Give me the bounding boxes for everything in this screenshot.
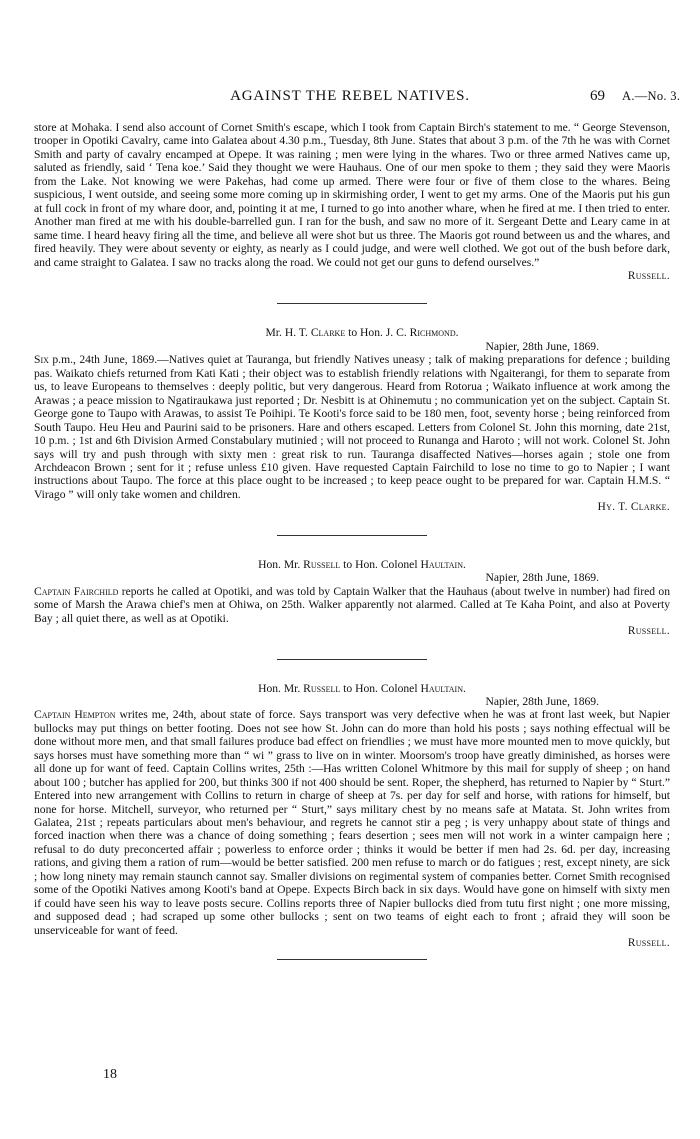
section-divider [277, 535, 427, 536]
letter-body [34, 353, 670, 501]
heading-connector: to Hon. Colonel [340, 681, 421, 695]
letter-text: writes me, 24th, about state of force. Says transport was very defective when he was at front last week, but Napier bullocks may put things on better footing. Does not see how St. John can do more than hold his posts ; says nothing effectual will be done without more men, and that small failures produce bad effect on friendlies ; we must have more mounted men to move quickly, but says horses must have something more than “ wi ” grass to live on in winter. Moorsom's troop have greatly diminished, as horses were all done up for want of feed. Captain Collins writes, 25th :—Has written Colonel Whitmore by this mail for supply of sheep ; on hand about 100 ; butcher has applied for 200, but thinks 300 if not 400 should be sent. Roper, the shepherd, has returned to Napier by “ Sturt.” Entered into new arrangement with Collins to return in charge of sheep at 7s. per day for self and horse, with rations for himself, but none for horse. Mitchell, surveyor, who returned per “ Sturt,” says military chest by no means safe at Matata. St. John writes from Galatea, 21st ; repeats particulars about men's behaviour, and regrets he cannot stir a peg ; is very unhappy about state of things and forced inaction when there was a chance of doing something ; fears desertion ; sees men will not work in a winter campaign here ; refusal to do duty preconcerted affair ; powerless to enforce order ; thinks it would be better if men had 2s. 6d. per day, increasing rations, and giving them a ration of rum—would be better satisfied. 200 men refuse to march or do fatigues ; rest, except ninety, are sick ; how long ninety may remain staunch cannot say. Smaller divisions on regimental system of companies better. Cornet Smith recognised some of the Opotiki Natives among Kooti's band at Opepe. Expects Birch back in six days. Would have gone on himself with sixty men if could have seen his way to leave posts secure. Collins reports three of Napier bullocks died from tutu first night ; one more missing, and supposed dead ; had scraped up some other bullocks ; sent on two teams of eight each to front ; afraid they will soon be unserviceable for want of feed. [34, 708, 670, 937]
letter-heading [54, 682, 670, 695]
heading-sender: Russell [303, 557, 341, 571]
letter-1 [34, 326, 670, 514]
heading-recipient: Haultain. [420, 681, 466, 695]
letter-signature: Russell. [627, 937, 670, 950]
heading-recipient: Richmond. [409, 326, 459, 340]
letter-signature: Russell. [627, 625, 670, 638]
letter-lead: Six [34, 353, 49, 367]
document-reference: A.—No. 3. [622, 89, 681, 103]
letter-lead: Captain Fairchild [34, 584, 119, 598]
heading-prefix: Hon. Mr. [258, 557, 304, 571]
letter-dateline: Napier, 28th June, 1869. [485, 339, 599, 353]
intro-paragraph: store at Mohaka. I send also account of Cornet Smith's escape, which I took from Captain Birch's statement to me. “ George Stevenson, trooper in Opotiki Cavalry, came into Galatea about 4.30 p.m., Tuesday, 8th June. States that about 3 p.m. of the 7th he was with Cornet Smith and party of cavalry encamped at Opepe. It was raining ; men were lying in the whares. Two or three armed Natives came up, saluted as friendly, said ‘ Tena koe.’ Said they thought we were Hauhaus. One of our men spoke to them ; they said they were Maoris from the Lake. Not knowing we were Pakehas, had come up armed. There were four or five of them close to the whares. Being suspicious, I went outside, and seeing some more coming up in skirmishing order, I went to get my arms. One of the Maoris put his gun at full cock in front of my whare door, and, pointing it at me, I turned to go into another whare, when he fired at me. I then tried to enter. Another man fired at me with his double-barrelled gun. I ran for the bush, and saw no more of it. Sergeant Dette and Leary came in at same time. I heard heavy firing all the time, and believe all were shot but us three. The Maoris got round between us and the whares, and fired heavily. They were about seventy or eighty, as nearly as I could judge, and were well clothed. We got out of the bush before dark, and came straight to Galatea. I saw no tracks along the road. We could not get our guns to defend ourselves.” [34, 121, 670, 269]
letter-lead: Captain Hempton [34, 708, 116, 722]
letter-body [34, 708, 670, 937]
letter-signature: Hy. T. Clarke. [597, 501, 670, 514]
heading-recipient: Haultain. [420, 557, 466, 571]
heading-prefix: Mr. H. T. [265, 326, 311, 340]
heading-sender: Russell [303, 681, 341, 695]
page-title: AGAINST THE REBEL NATIVES. [230, 88, 470, 104]
intro-signature: Russell. [627, 269, 670, 282]
section-divider [277, 659, 427, 660]
letter-dateline: Napier, 28th June, 1869. [485, 571, 599, 585]
section-divider [277, 959, 427, 960]
letter-3 [34, 682, 670, 951]
section-divider [277, 303, 427, 304]
letter-2 [34, 558, 670, 639]
letter-dateline: Napier, 28th June, 1869. [485, 694, 599, 708]
letter-heading [54, 558, 670, 571]
running-header [0, 88, 700, 108]
page-number: 69 [590, 88, 605, 104]
letter-heading [54, 326, 670, 339]
heading-connector: to Hon. Colonel [340, 557, 421, 571]
document-body [34, 121, 670, 982]
heading-prefix: Hon. Mr. [258, 681, 304, 695]
heading-sender: Clarke [310, 326, 346, 340]
letter-body [34, 585, 670, 625]
heading-connector: to Hon. J. C. [345, 326, 410, 340]
signature-mark: 18 [103, 1067, 117, 1082]
letter-text: reports he called at Opotiki, and was told by Captain Walker that the Hauhaus (about twelve in number) had fired on some of Marsh the Arawa chief's men at Ohiwa, on 25th. Walker apparently not alarmed. Called at Te Kaha Point, and also at Poverty Bay ; all quiet there, as well as at Opotiki. [34, 584, 670, 625]
letter-text: p.m., 24th June, 1869.—Natives quiet at Tauranga, but friendly Natives uneasy ; talk of making preparations for defence ; building pas. Waikato chiefs returned from Kati Kati ; their object was to establish friendly relations with Ngaiterangi, for them to separate from us, to leave Europeans to themselves : deeply politic, but very dangerous. Heard from Rotorua ; Waikato influence at work among the Arawas ; a peace mission to Ngatiraukawa just reported ; Dr. Nesbitt is at Ohinemutu ; no communication yet on the subject. Captain St. George gone to Taupo with Arawas, to assist Te Poihipi. Te Kooti's force said to be 180 men, foot, seventy horse ; being reinforced from South Taupo. Heu Heu and Paurini said to be prisoners. Hare and others escaped. Letters from Colonel St. John this morning, date 21st, 10 p.m. ; 1st and 6th Division Armed Constabulary mutinied ; will not proceed to Runanga and Haroto ; will not work. Colonel St. John says will try and push through with sixty men : great risk to run. Tauranga disaffected Natives—horses again ; stole one from Archdeacon Brown ; sent for it ; refuse unless £10 given. Have requested Captain Fairchild to lose no time to go to Napier ; I want instructions about Taupo. The force at this place ought to be increased ; to keep peace ought to be prepared for war. Captain H.M.S. “ Virago ” will only take women and children. [34, 353, 670, 501]
